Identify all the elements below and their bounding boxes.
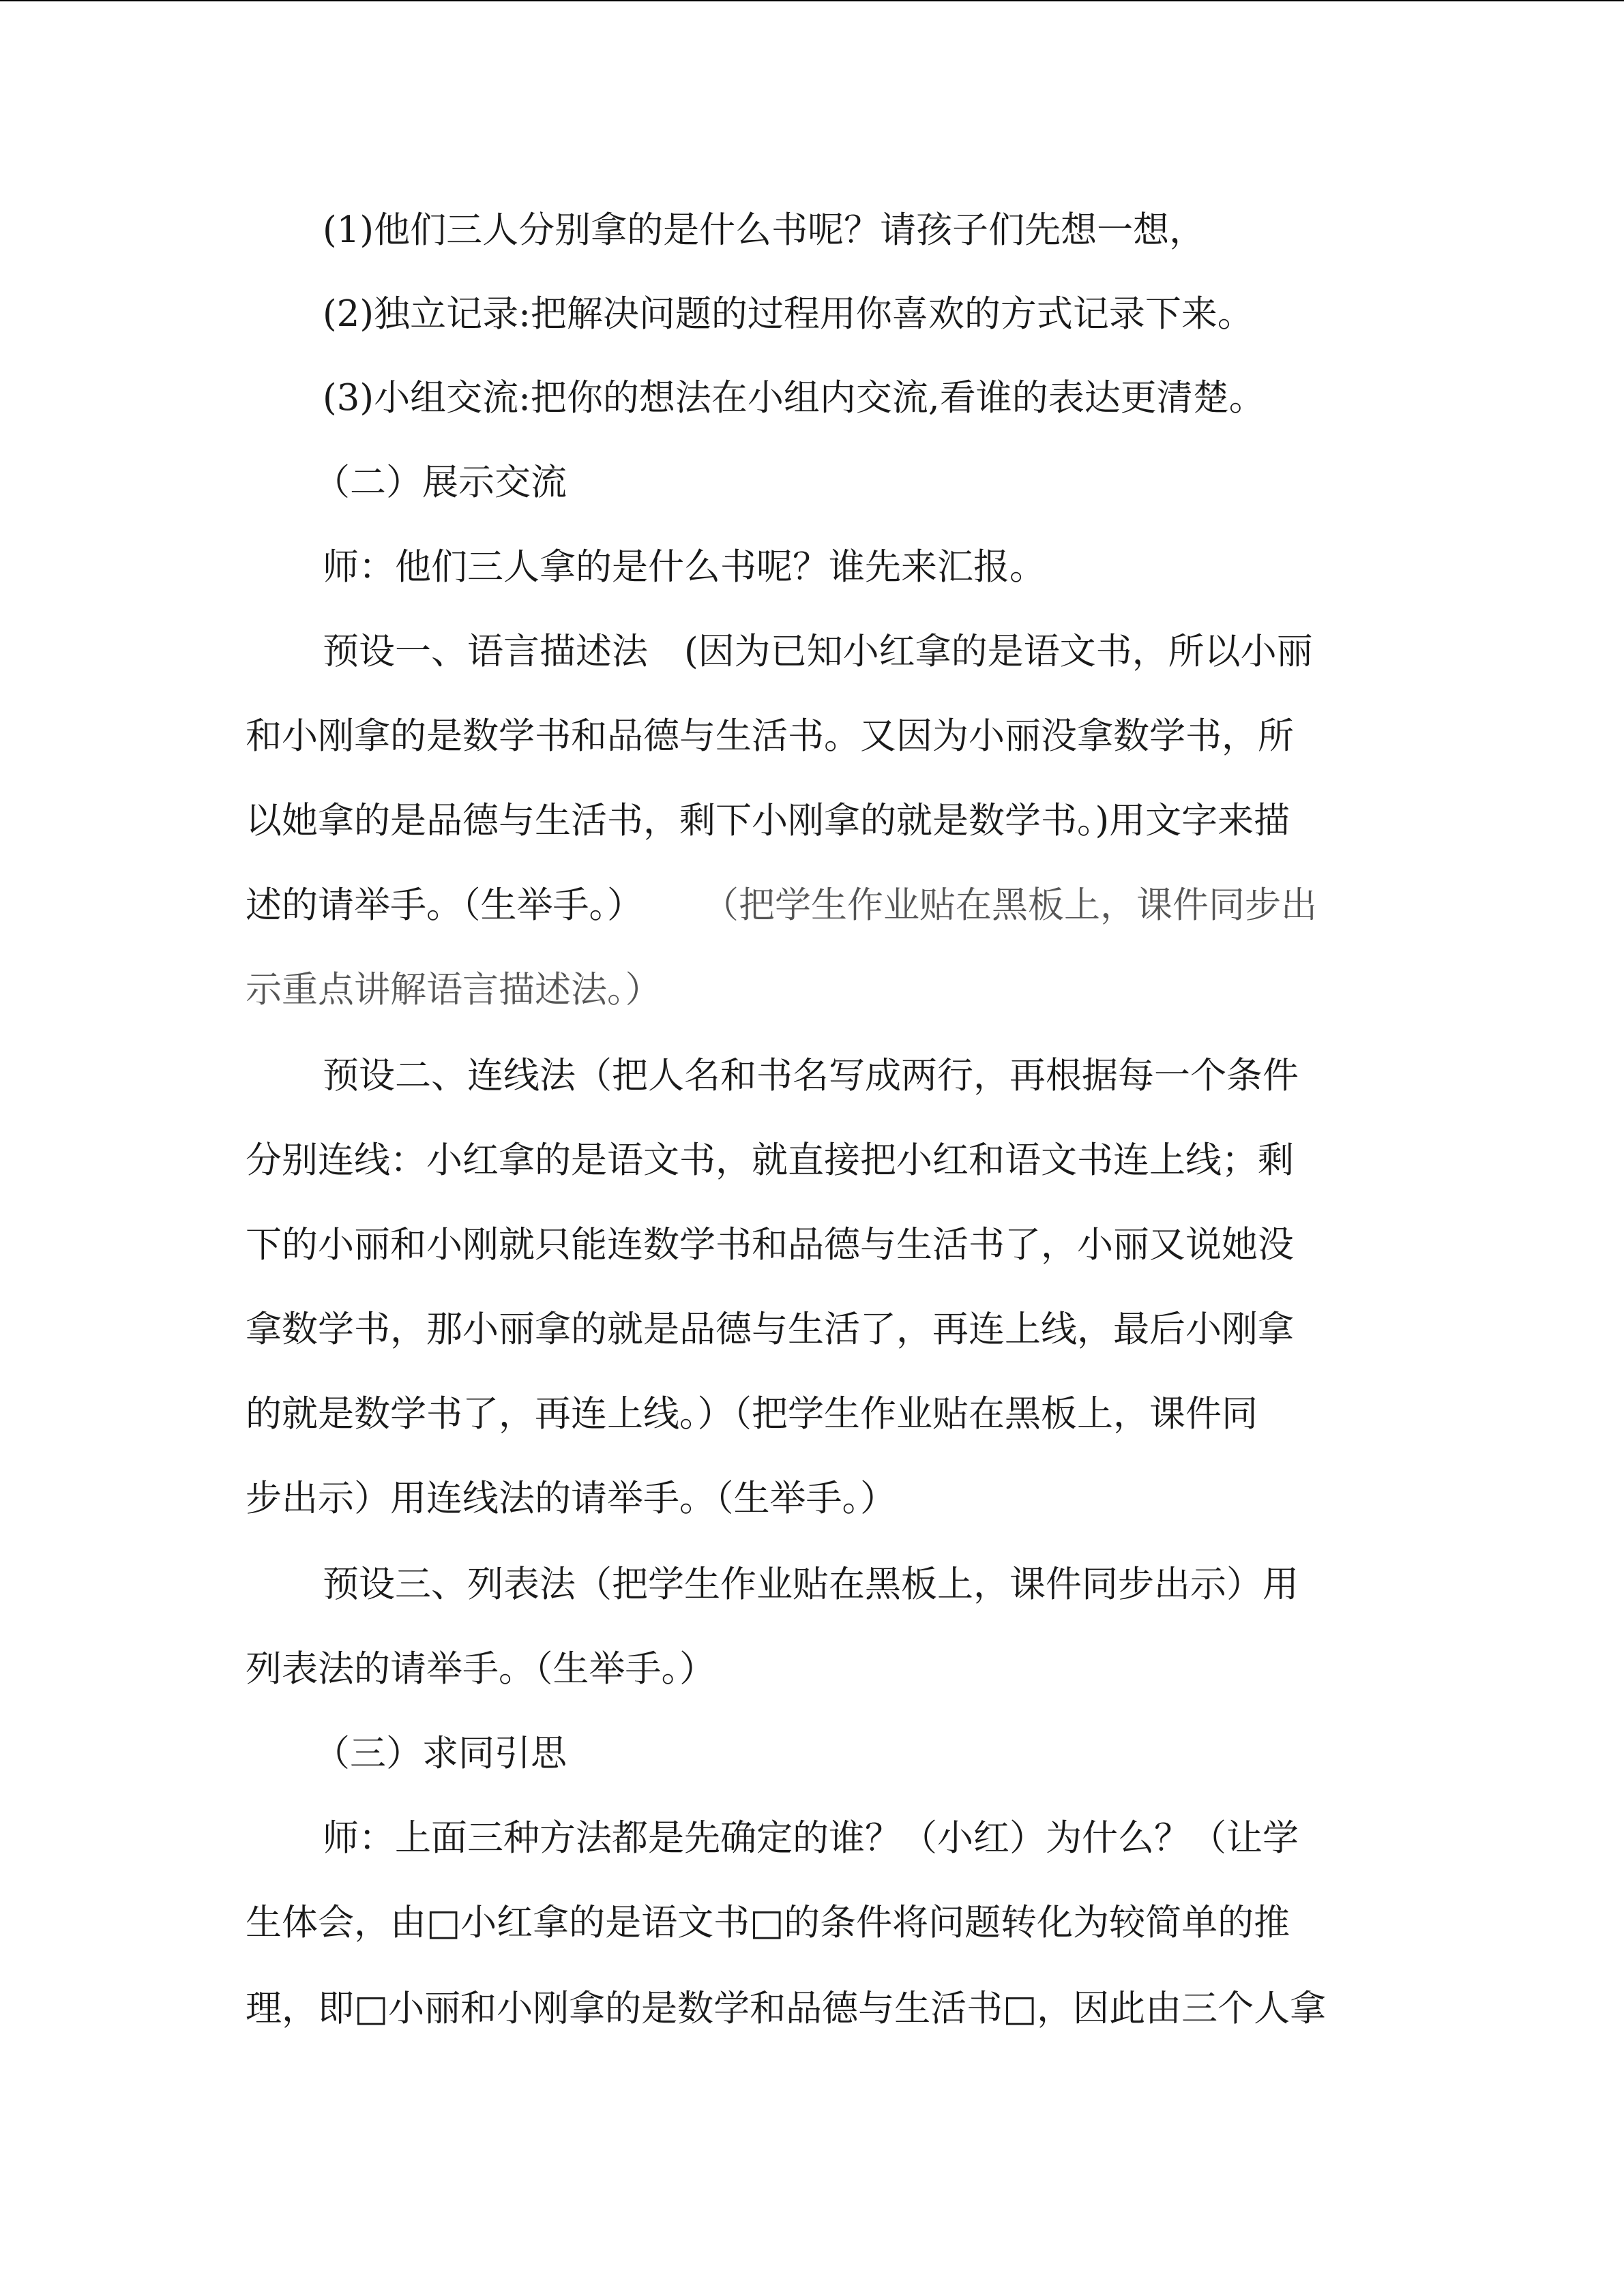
text-line-9: 述的请举手。（生举手。）	[246, 884, 643, 926]
text-line-1: (1)他们三人分别拿的是什么书呢？请孩子们先想一想，	[323, 209, 1206, 251]
text-line-13: 下的小丽和小刚就只能连数学书和品德与生活书了，小丽又说她没	[246, 1224, 1294, 1266]
section-heading-3: （三）求同引思	[314, 1733, 567, 1774]
text-line-9-note: （把学生作业贴在黑板上，课件同步出	[703, 884, 1317, 926]
text-line-21: 生体会，由□小红拿的是语文书□的条件将问题转化为较简单的推	[246, 1902, 1290, 1943]
text-line-12: 分别连线：小红拿的是语文书，就直接把小红和语文书连上线；剩	[246, 1139, 1294, 1181]
text-line-10: 示重点讲解语言描述法。）	[246, 969, 662, 1011]
text-line-17: 预设三、列表法（把学生作业贴在黑板上，课件同步出示）用	[323, 1564, 1299, 1605]
text-line-3: (3)小组交流:把你的想法在小组内交流,看谁的表达更清楚。	[323, 377, 1265, 419]
text-line-8: 以她拿的是品德与生活书，剩下小刚拿的就是数学书。)用文字来描	[246, 800, 1290, 841]
text-line-14: 拿数学书，那小丽拿的就是品德与生活了，再连上线，最后小刚拿	[246, 1309, 1294, 1350]
text-line-16: 步出示）用连线法的请举手。（生举手。）	[246, 1478, 896, 1519]
text-line-6: 预设一、语言描述法 (因为已知小红拿的是语文书，所以小丽	[323, 631, 1313, 672]
section-heading-2: （二）展示交流	[314, 462, 567, 503]
text-line-18: 列表法的请举手。（生举手。）	[246, 1648, 715, 1690]
text-line-11: 预设二、连线法（把人名和书名写成两行，再根据每一个条件	[323, 1055, 1299, 1097]
text-line-7: 和小刚拿的是数学书和品德与生活书。又因为小丽没拿数学书，所	[246, 715, 1294, 757]
text-line-2: (2)独立记录:把解决问题的过程用你喜欢的方式记录下来。	[323, 293, 1254, 335]
text-line-22: 理，即□小丽和小刚拿的是数学和品德与生活书□，因此由三个人拿	[246, 1988, 1327, 2029]
text-line-15: 的就是数学书了，再连上线。）（把学生作业贴在黑板上，课件同	[246, 1393, 1258, 1435]
text-line-5: 师：他们三人拿的是什么书呢？谁先来汇报。	[323, 546, 1046, 588]
text-line-20: 师：上面三种方法都是先确定的谁？（小红）为什么？（让学	[323, 1817, 1299, 1859]
